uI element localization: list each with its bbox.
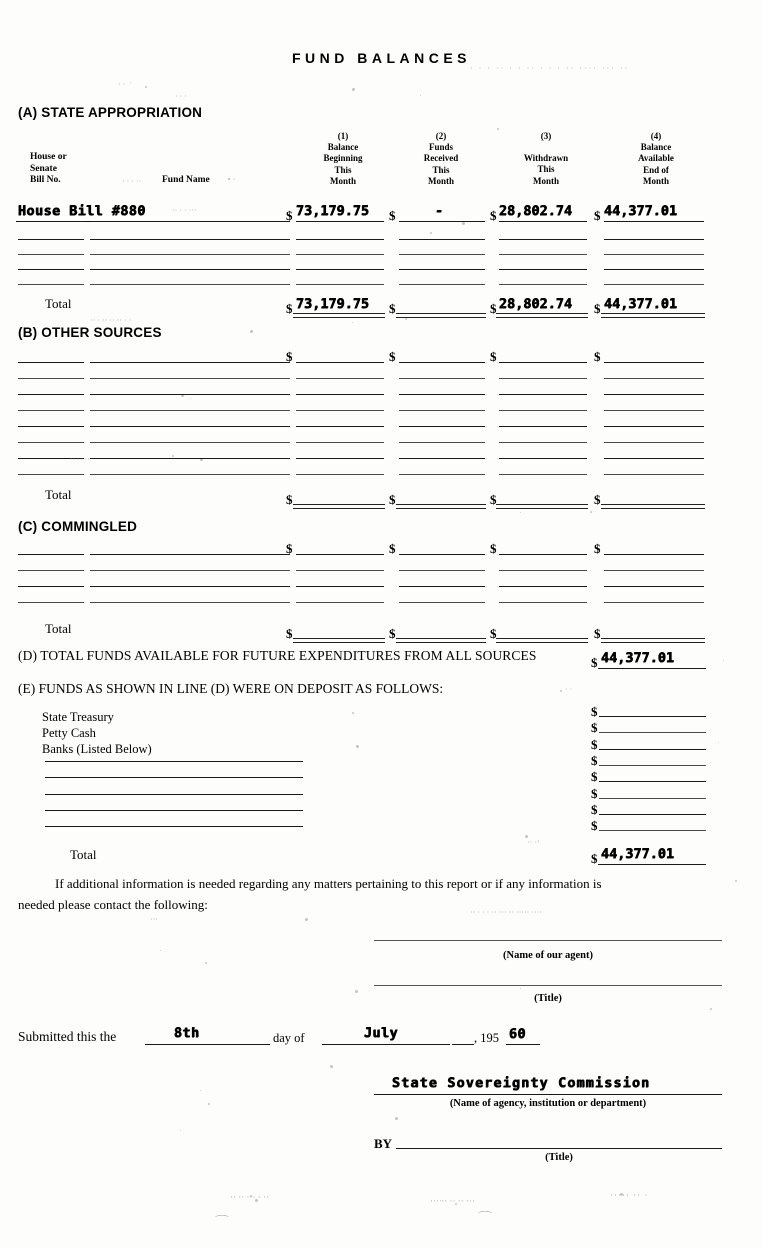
contact-paragraph-line-2: needed please contact the following: (18, 897, 208, 912)
dollar-sign-a0-c1: $ (286, 208, 293, 223)
blank-rule[interactable] (90, 254, 290, 255)
blank-rule[interactable] (399, 394, 485, 395)
deposit-amount-line[interactable] (599, 749, 706, 750)
blank-rule[interactable] (399, 269, 485, 270)
blank-rule[interactable] (604, 239, 704, 240)
blank-rule[interactable] (296, 602, 384, 603)
submitted-month-rule-tail (452, 1044, 474, 1045)
row-rule-a0-c5 (604, 221, 704, 222)
blank-rule[interactable] (90, 410, 290, 411)
column-header-2: (2) Funds Received This Month (423, 131, 459, 186)
deposit-amount-line[interactable] (599, 716, 706, 717)
scan-artifact-top-left: · · (118, 80, 126, 89)
by-label: BY (374, 1136, 393, 1151)
fund-name-label: Fund Name (162, 175, 210, 185)
blank-rule[interactable] (90, 378, 290, 379)
agent-name-caption: (Name of our agent) (503, 950, 593, 961)
row-rule-a0-c3 (399, 221, 485, 222)
blank-rule[interactable] (296, 554, 384, 555)
submitted-month-value[interactable]: July (364, 1025, 399, 1041)
dollar-sign-a-total-c2: $ (389, 301, 396, 316)
dollar-sign-b-total-c1: $ (286, 492, 293, 507)
total-underline-c-c3 (496, 638, 588, 643)
blank-rule[interactable] (90, 570, 290, 571)
dollar-sign: $ (490, 349, 497, 364)
dollar-sign: $ (591, 720, 598, 736)
dollar-sign: $ (591, 704, 598, 719)
blank-rule[interactable] (18, 378, 84, 379)
blank-rule[interactable] (296, 239, 384, 240)
total-underline-a-c2 (396, 313, 486, 318)
agency-name-caption: (Name of agency, institution or department) (449, 1098, 647, 1109)
blank-rule[interactable] (499, 269, 587, 270)
dollar-sign: $ (286, 541, 293, 556)
row-balance-beginning-value[interactable]: 73,179.75 (296, 203, 370, 219)
section-d-rule (598, 668, 706, 669)
dollar-sign-a0-c4: $ (594, 208, 601, 223)
dollar-sign: $ (594, 349, 601, 364)
dollar-sign-a0-c3: $ (490, 208, 497, 223)
dollar-sign-a-total-c3: $ (490, 301, 497, 316)
section-a-total-label: Total (45, 296, 72, 311)
blank-rule[interactable] (499, 570, 587, 571)
dollar-sign: $ (389, 349, 396, 364)
dollar-sign: $ (591, 752, 598, 768)
blank-rule[interactable] (399, 426, 485, 427)
dollar-sign: $ (389, 541, 396, 556)
bill-no-label: House or Senate Bill No. (30, 152, 67, 185)
dollar-sign-a0-c2: $ (389, 208, 396, 223)
blank-rule[interactable] (604, 284, 704, 285)
section-a-total-withdrawn[interactable]: 28,802.74 (499, 296, 573, 312)
blank-rule[interactable] (18, 362, 84, 363)
section-a-heading: (A) STATE APPROPRIATION (18, 105, 203, 120)
deposit-amount-line[interactable] (599, 781, 706, 782)
by-rule (396, 1148, 722, 1149)
section-a-total-balance-beginning[interactable]: 73,179.75 (296, 296, 370, 312)
blank-rule[interactable] (399, 602, 485, 603)
blank-rule[interactable] (90, 269, 290, 270)
row-rule-a0-c4 (499, 221, 587, 222)
dollar-sign-c-total-c3: $ (490, 626, 497, 641)
blank-rule[interactable] (296, 362, 384, 363)
blank-rule[interactable] (399, 362, 485, 363)
bank-blank-line[interactable] (45, 761, 303, 762)
blank-rule[interactable] (18, 269, 84, 270)
blank-rule[interactable] (604, 586, 704, 587)
bank-blank-line[interactable] (45, 777, 303, 778)
blank-rule[interactable] (296, 378, 384, 379)
submitted-month-rule (322, 1044, 450, 1045)
blank-rule[interactable] (296, 474, 384, 475)
blank-rule[interactable] (604, 602, 704, 603)
blank-rule[interactable] (604, 570, 704, 571)
total-underline-a-c4 (601, 313, 705, 318)
section-d-amount[interactable]: 44,377.01 (601, 650, 675, 666)
section-e-total-amount[interactable]: 44,377.01 (601, 846, 675, 862)
blank-rule[interactable] (399, 458, 485, 459)
section-b-heading: (B) OTHER SOURCES (18, 325, 162, 340)
blank-rule[interactable] (604, 554, 704, 555)
dollar-sign-a-total-c1: $ (286, 301, 293, 316)
title-caption-2: (Title) (545, 1152, 573, 1163)
section-e-heading: (E) FUNDS AS SHOWN IN LINE (D) WERE ON DEPOSIT AS FOLLOWS: (18, 681, 444, 696)
row-rule-a0-c2 (296, 221, 384, 222)
blank-rule[interactable] (499, 602, 587, 603)
title-caption-1: (Title) (534, 993, 562, 1004)
dollar-sign-d-amount: $ (591, 655, 598, 670)
blank-rule[interactable] (604, 362, 704, 363)
dollar-sign: $ (594, 541, 601, 556)
section-c-heading: (C) COMMINGLED (18, 519, 138, 534)
submitted-day-value[interactable]: 8th (174, 1025, 200, 1041)
blank-rule[interactable] (18, 586, 84, 587)
blank-rule[interactable] (296, 458, 384, 459)
blank-rule[interactable] (90, 239, 290, 240)
blank-rule[interactable] (499, 362, 587, 363)
dollar-sign-a-total-c4: $ (594, 301, 601, 316)
dollar-sign: $ (591, 769, 598, 785)
submitted-year-prefix: , 195 (474, 1031, 499, 1045)
total-underline-b-c1 (293, 504, 385, 509)
scan-artifact-top: · · · ·· · · ·· · · · ·· ···· ··· ·· (470, 64, 630, 73)
total-underline-c-c4 (601, 638, 705, 643)
blank-rule[interactable] (296, 410, 384, 411)
submitted-prefix: Submitted this the (18, 1029, 117, 1044)
agent-name-rule (374, 940, 722, 941)
blank-rule[interactable] (18, 394, 84, 395)
blank-rule[interactable] (18, 570, 84, 571)
total-underline-b-c3 (496, 504, 588, 509)
column-header-1: (1) Balance Beginning This Month (323, 131, 363, 186)
blank-rule[interactable] (604, 378, 704, 379)
dollar-sign-c-total-c2: $ (389, 626, 396, 641)
deposit-item-label-0: State Treasury (42, 710, 114, 724)
submitted-year-rule (506, 1044, 540, 1045)
blank-rule[interactable] (399, 239, 485, 240)
blank-rule[interactable] (296, 394, 384, 395)
dollar-sign: $ (490, 541, 497, 556)
blank-rule[interactable] (399, 378, 485, 379)
blank-rule[interactable] (399, 474, 485, 475)
dollar-sign-e-total: $ (591, 851, 598, 866)
total-underline-a-c3 (496, 313, 588, 318)
deposit-item-label-1: Petty Cash (42, 726, 96, 740)
agency-name-value[interactable]: State Sovereignty Commission (392, 1075, 651, 1091)
blank-rule[interactable] (296, 570, 384, 571)
blank-rule[interactable] (296, 269, 384, 270)
dollar-sign: $ (286, 349, 293, 364)
blank-rule[interactable] (18, 284, 84, 285)
section-d-heading: (D) TOTAL FUNDS AVAILABLE FOR FUTURE EXPENDITURES FROM ALL SOURCES (18, 648, 537, 663)
row-balance-available-value[interactable]: 44,377.01 (604, 203, 678, 219)
blank-rule[interactable] (90, 586, 290, 587)
agency-name-rule (374, 1094, 722, 1095)
blank-rule[interactable] (399, 442, 485, 443)
blank-rule[interactable] (90, 284, 290, 285)
total-underline-c-c1 (293, 638, 385, 643)
column-header-3: (3) Withdrawn This Month (523, 131, 569, 186)
blank-rule[interactable] (499, 394, 587, 395)
scan-artifact-top-left-2: · · · (175, 92, 187, 101)
blank-rule[interactable] (499, 442, 587, 443)
blank-rule[interactable] (399, 586, 485, 587)
blank-rule[interactable] (90, 602, 290, 603)
section-c-total-label: Total (45, 621, 72, 636)
blank-rule[interactable] (296, 284, 384, 285)
blank-rule[interactable] (604, 254, 704, 255)
section-b-total-label: Total (45, 487, 72, 502)
blank-rule[interactable] (399, 254, 485, 255)
blank-rule[interactable] (499, 239, 587, 240)
blank-rule[interactable] (499, 410, 587, 411)
dollar-sign-c-total-c1: $ (286, 626, 293, 641)
row-withdrawn-value[interactable]: 28,802.74 (499, 203, 573, 219)
total-underline-c-c2 (396, 638, 486, 643)
dollar-sign-c-total-c4: $ (594, 626, 601, 641)
blank-rule[interactable] (499, 474, 587, 475)
blank-rule[interactable] (18, 254, 84, 255)
dollar-sign: $ (591, 801, 598, 817)
blank-rule[interactable] (399, 410, 485, 411)
blank-rule[interactable] (604, 474, 704, 475)
blank-rule[interactable] (604, 410, 704, 411)
blank-rule[interactable] (90, 426, 290, 427)
blank-rule[interactable] (90, 362, 290, 363)
total-underline-b-c4 (601, 504, 705, 509)
section-e-total-label: Total (70, 847, 97, 862)
submitted-year-value[interactable]: 60 (509, 1026, 527, 1042)
blank-rule[interactable] (604, 426, 704, 427)
section-a-total-balance-available[interactable]: 44,377.01 (604, 296, 678, 312)
blank-rule[interactable] (18, 602, 84, 603)
blank-rule[interactable] (90, 442, 290, 443)
blank-rule[interactable] (604, 458, 704, 459)
title-rule-1 (374, 985, 722, 986)
section-e-total-rule (598, 864, 706, 865)
blank-rule[interactable] (90, 458, 290, 459)
blank-rule[interactable] (604, 269, 704, 270)
total-underline-b-c2 (396, 504, 486, 509)
blank-rule[interactable] (499, 458, 587, 459)
dollar-sign-b-total-c3: $ (490, 492, 497, 507)
blank-rule[interactable] (499, 284, 587, 285)
blank-rule[interactable] (499, 586, 587, 587)
dollar-sign: $ (591, 818, 598, 834)
blank-rule[interactable] (18, 239, 84, 240)
deposit-amount-line[interactable] (599, 814, 706, 815)
blank-rule[interactable] (296, 442, 384, 443)
deposit-amount-line[interactable] (599, 732, 706, 733)
blank-rule[interactable] (18, 426, 84, 427)
submitted-day-rule (145, 1044, 270, 1045)
bank-blank-line[interactable] (45, 810, 303, 811)
blank-rule[interactable] (296, 254, 384, 255)
page-title: FUND BALANCES (291, 50, 472, 66)
deposit-amount-line[interactable] (599, 765, 706, 766)
blank-rule[interactable] (399, 284, 485, 285)
row-rule-a0-c1 (90, 221, 290, 222)
blank-rule[interactable] (18, 554, 84, 555)
blank-rule[interactable] (604, 394, 704, 395)
total-underline-a-c1 (293, 313, 385, 318)
bank-blank-line[interactable] (45, 826, 303, 827)
blank-rule[interactable] (499, 554, 587, 555)
blank-rule[interactable] (18, 410, 84, 411)
row-rule-a0-c0 (18, 221, 84, 222)
submitted-day-of-label: day of (273, 1031, 305, 1045)
dollar-sign-b-total-c4: $ (594, 492, 601, 507)
row-bill-no-value[interactable]: House Bill #880 (18, 203, 146, 219)
deposit-amount-line[interactable] (599, 830, 706, 831)
blank-rule[interactable] (296, 586, 384, 587)
blank-rule[interactable] (90, 394, 290, 395)
blank-rule[interactable] (604, 442, 704, 443)
blank-rule[interactable] (296, 426, 384, 427)
column-header-4: (4) Balance Available End of Month (638, 131, 674, 186)
dollar-sign-b-total-c2: $ (389, 492, 396, 507)
blank-rule[interactable] (90, 474, 290, 475)
blank-rule[interactable] (399, 554, 485, 555)
dollar-sign: $ (591, 785, 598, 801)
blank-rule[interactable] (18, 474, 84, 475)
blank-rule[interactable] (399, 570, 485, 571)
blank-rule[interactable] (499, 378, 587, 379)
bank-blank-line[interactable] (45, 794, 303, 795)
deposit-item-label-2: Banks (Listed Below) (42, 742, 152, 756)
row-funds-received-value[interactable]: - (435, 203, 444, 219)
blank-rule[interactable] (18, 442, 84, 443)
deposit-amount-line[interactable] (599, 798, 706, 799)
contact-paragraph-line-1: If additional information is needed regarding any matters pertaining to this report or if any information is (55, 876, 602, 891)
blank-rule[interactable] (90, 554, 290, 555)
dollar-sign: $ (591, 736, 598, 752)
blank-rule[interactable] (499, 254, 587, 255)
blank-rule[interactable] (499, 426, 587, 427)
